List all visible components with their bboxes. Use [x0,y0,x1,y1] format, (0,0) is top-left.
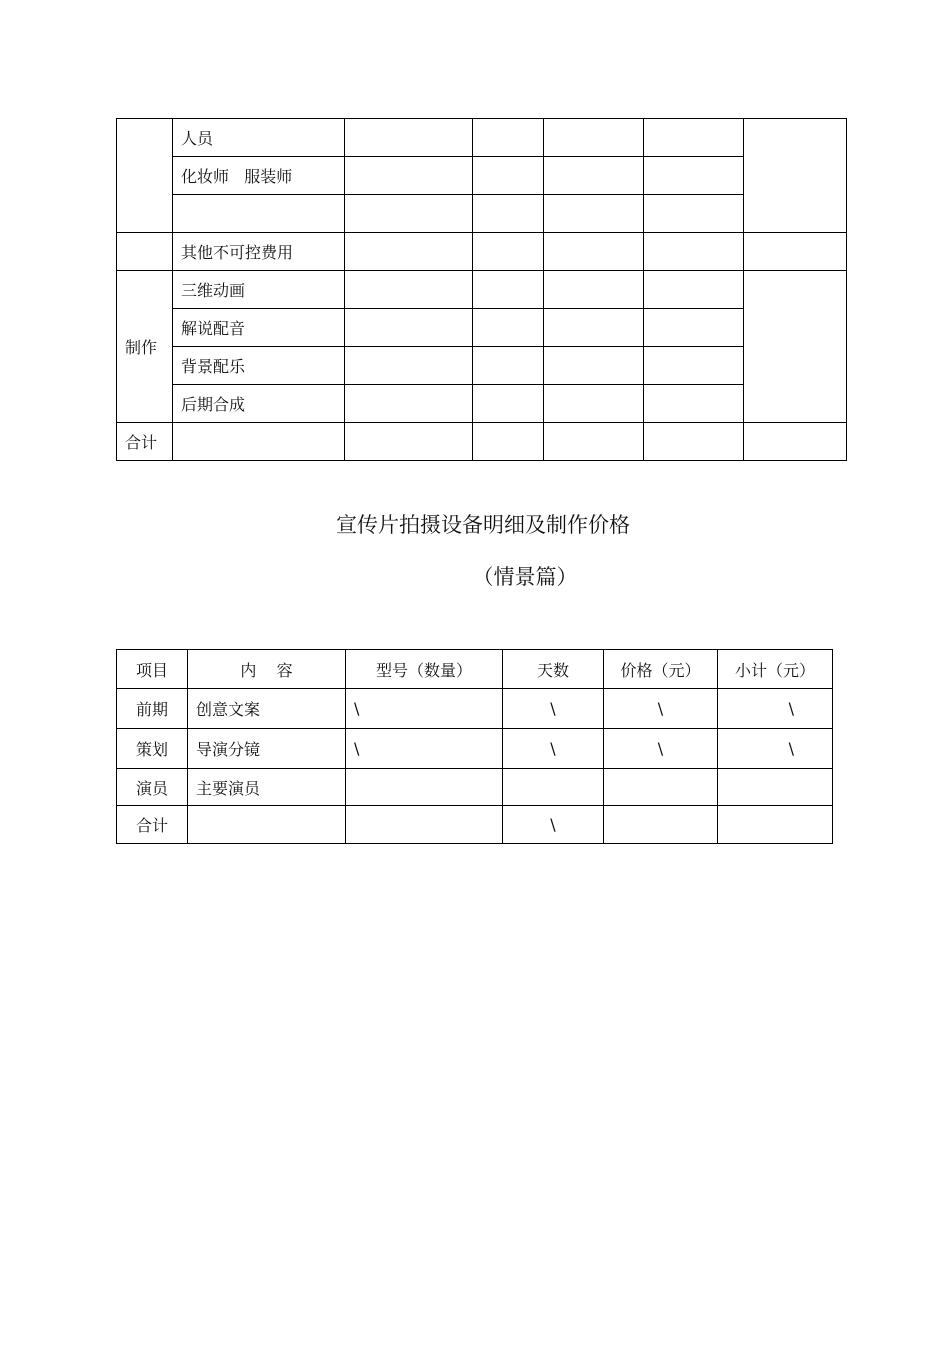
table-header-row [117,650,833,689]
table-row [117,309,847,347]
category-cell [117,233,173,271]
item-cell: 人员 [173,119,345,157]
cost-table-continued [116,118,847,461]
empty-cell [644,347,744,385]
model-cell: \ [346,689,503,729]
empty-cell [744,423,847,461]
empty-cell [473,347,544,385]
empty-cell [544,233,644,271]
project-cell: 演员 [117,769,188,806]
content-cell: 创意文案 [188,689,346,729]
empty-cell [544,119,644,157]
empty-cell [346,769,503,806]
content-cell: 导演分镜 [188,729,346,769]
table-row [117,119,847,157]
table-row [117,157,847,195]
empty-cell [473,119,544,157]
days-cell: \ [503,689,604,729]
empty-cell [644,157,744,195]
empty-cell [744,271,847,423]
category-cell [117,119,173,233]
empty-cell [744,233,847,271]
content-cell: 主要演员 [188,769,346,806]
table-row [117,385,847,423]
empty-cell [473,309,544,347]
empty-cell [644,423,744,461]
table-row [117,347,847,385]
subtotal-cell: \ [718,729,833,769]
empty-cell [644,271,744,309]
table-row [117,195,847,233]
total-row [117,806,833,844]
empty-cell [544,385,644,423]
empty-cell [345,347,473,385]
empty-cell [173,423,345,461]
empty-cell [718,769,833,806]
empty-cell [644,119,744,157]
model-cell: \ [346,729,503,769]
empty-cell [644,233,744,271]
empty-cell [544,347,644,385]
total-label: 合计 [117,806,188,844]
empty-cell [744,119,847,233]
page-title: 宣传片拍摄设备明细及制作价格 [336,513,630,537]
empty-cell [644,195,744,233]
item-cell [173,195,345,233]
item-cell: 三维动画 [173,271,345,309]
empty-cell [644,385,744,423]
empty-cell [188,806,346,844]
empty-cell [473,423,544,461]
empty-cell [544,309,644,347]
header-cell: 内 容 [188,650,346,689]
days-cell: \ [503,806,604,844]
item-cell: 背景配乐 [173,347,345,385]
empty-cell [644,309,744,347]
empty-cell [345,233,473,271]
empty-cell [604,806,718,844]
table-row [117,769,833,806]
header-cell: 型号（数量） [346,650,503,689]
subtotal-cell: \ [718,689,833,729]
total-label: 合计 [117,423,173,461]
page-subtitle: （情景篇） [472,565,578,589]
price-cell: \ [604,729,718,769]
empty-cell [544,271,644,309]
total-row [117,423,847,461]
empty-cell [346,806,503,844]
header-cell: 小计（元） [718,650,833,689]
empty-cell [345,157,473,195]
empty-cell [345,119,473,157]
item-cell: 化妆师 服装师 [173,157,345,195]
empty-cell [473,233,544,271]
table-row [117,271,847,309]
table-row [117,729,833,769]
empty-cell [473,385,544,423]
header-cell: 项目 [117,650,188,689]
table-row [117,233,847,271]
empty-cell [604,769,718,806]
category-cell: 制作 [117,271,173,423]
empty-cell [345,423,473,461]
table-row [117,689,833,729]
project-cell: 策划 [117,729,188,769]
empty-cell [345,271,473,309]
empty-cell [473,195,544,233]
project-cell: 前期 [117,689,188,729]
days-cell: \ [503,729,604,769]
price-cell: \ [604,689,718,729]
item-cell: 解说配音 [173,309,345,347]
item-cell: 后期合成 [173,385,345,423]
item-cell: 其他不可控费用 [173,233,345,271]
empty-cell [544,423,644,461]
empty-cell [473,271,544,309]
empty-cell [345,309,473,347]
empty-cell [544,195,644,233]
empty-cell [473,157,544,195]
header-cell: 天数 [503,650,604,689]
empty-cell [345,195,473,233]
empty-cell [345,385,473,423]
empty-cell [544,157,644,195]
empty-cell [718,806,833,844]
equipment-price-table [116,649,833,844]
empty-cell [503,769,604,806]
header-cell: 价格（元） [604,650,718,689]
